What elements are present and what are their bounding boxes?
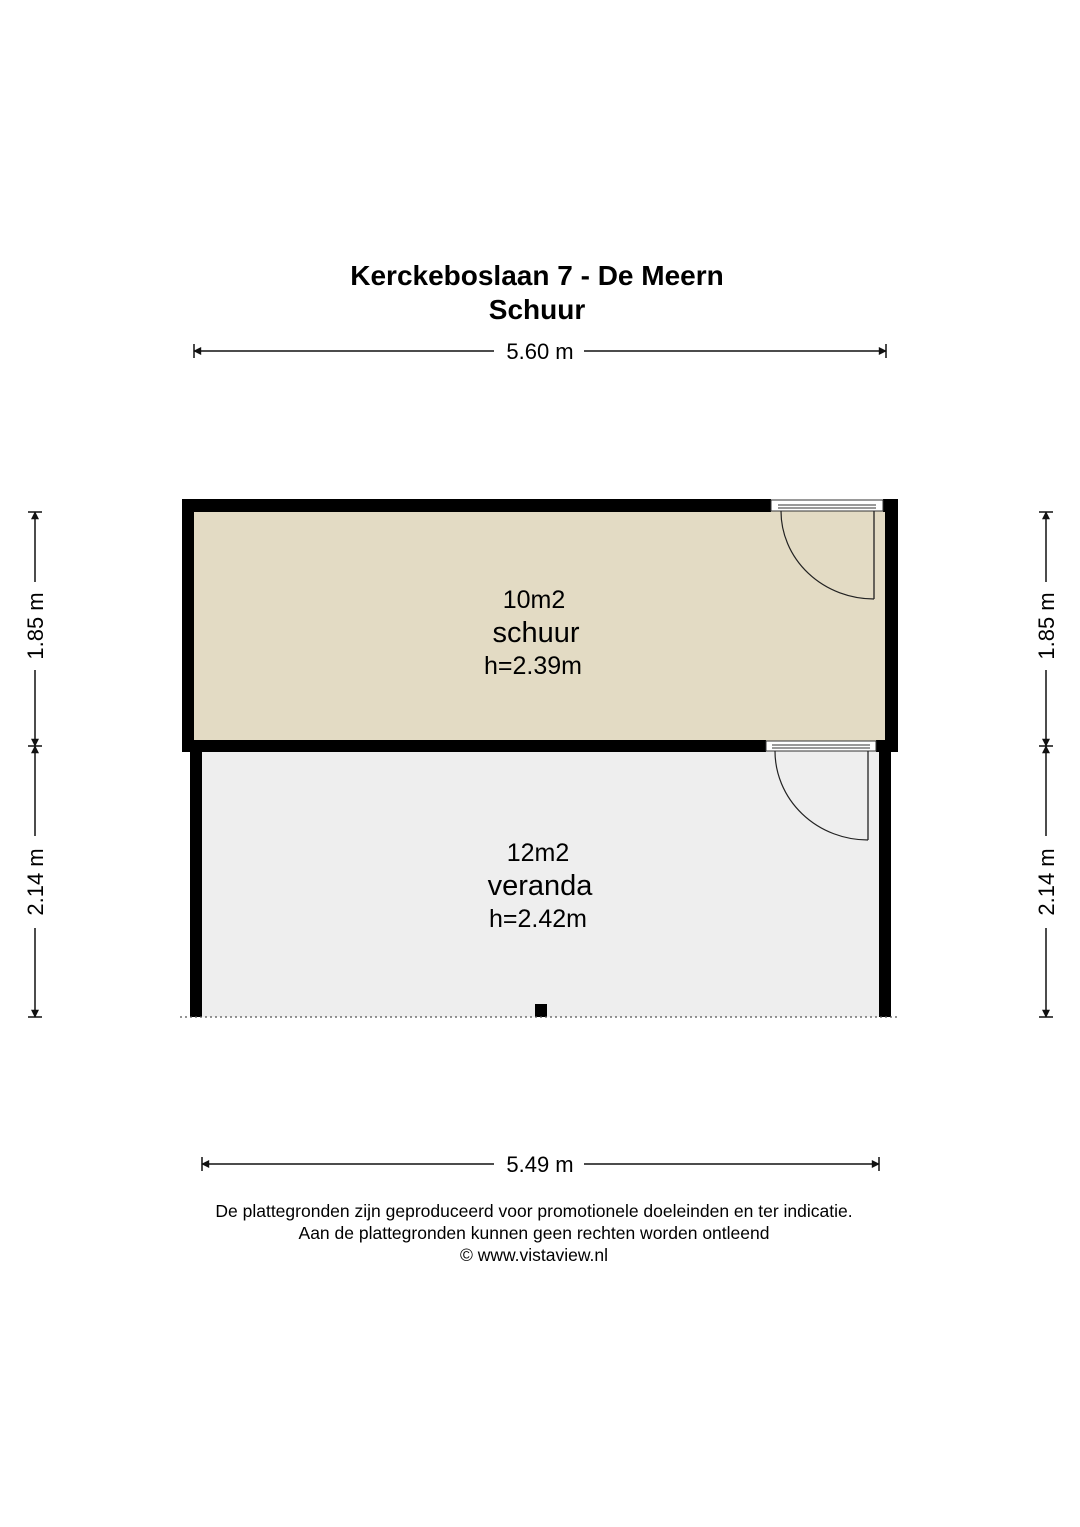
plan-title: Kerckeboslaan 7 - De Meern [350,260,724,291]
dimension-top [194,339,886,364]
post-right-veranda [879,752,891,1017]
dimension-left [23,512,48,1017]
room-veranda-height: h=2.42m [489,905,587,933]
room-schuur-area: 10m2 [502,586,566,614]
disclaimer-line-1: De plattegronden zijn geproduceerd voor promotionele doeleinden en ter indicatie. [215,1201,853,1221]
wall-middle [182,740,766,752]
room-veranda-name: veranda [487,870,593,902]
dimension-right-lower-label: 2.14 m [1034,848,1059,916]
dimension-left-upper-label: 1.85 m [23,592,48,660]
wall-left-schuur [182,499,194,752]
wall-middle-right-stub [876,740,898,752]
dimension-top-label: 5.60 m [506,339,574,364]
room-schuur-name: schuur [492,617,580,649]
post-center-veranda [535,1004,547,1017]
wall-right-schuur [885,499,898,752]
dimension-left-lower-label: 2.14 m [23,848,48,916]
wall-top-left [182,499,771,512]
dimension-right [1034,512,1059,1017]
dimension-right-upper-label: 1.85 m [1034,592,1059,660]
post-left-veranda [190,752,202,1017]
plan-subtitle: Schuur [488,294,586,325]
room-veranda-area: 12m2 [506,839,570,867]
door-veranda-frame [766,741,876,751]
dimension-bottom [202,1152,879,1177]
room-schuur-height: h=2.39m [484,652,582,680]
disclaimer-line-2: Aan de plattegronden kunnen geen rechten worden ontleend [298,1223,770,1243]
copyright-line: © www.vistaview.nl [459,1245,609,1265]
dimension-bottom-label: 5.49 m [506,1152,574,1177]
